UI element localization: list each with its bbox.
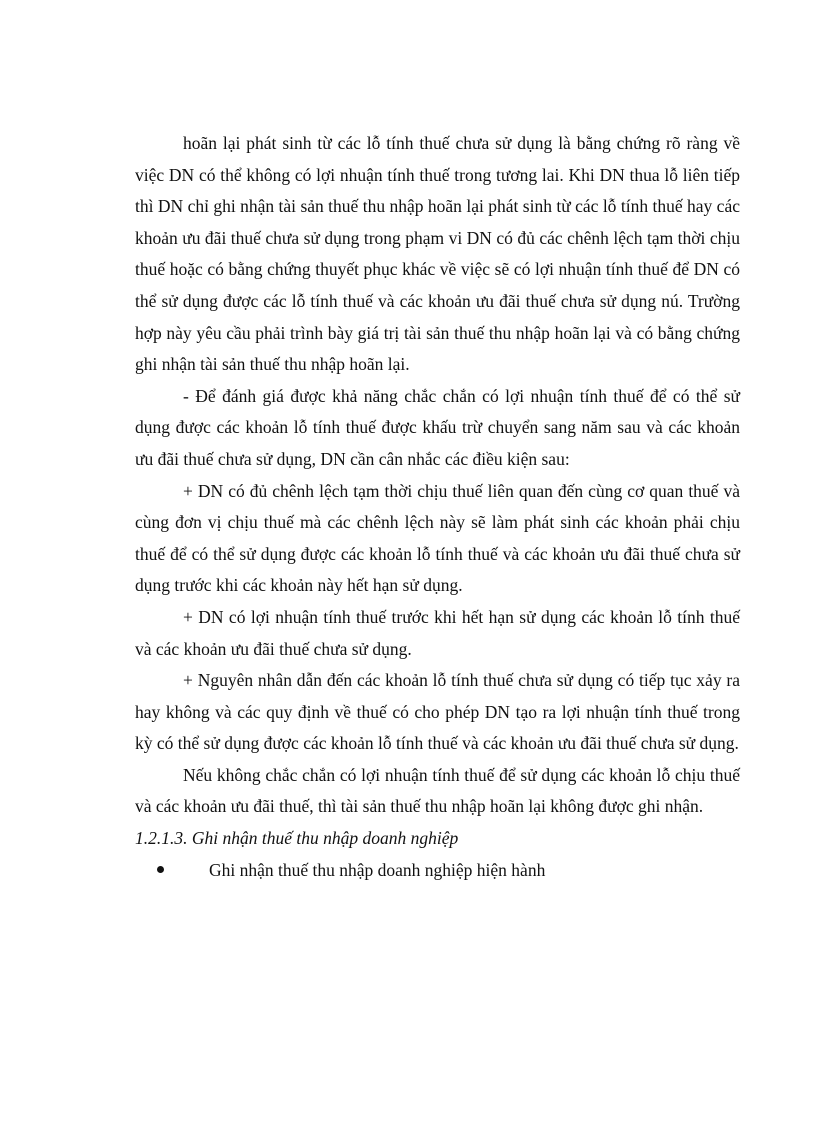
section-heading: 1.2.1.3. Ghi nhận thuế thu nhập doanh nghiệp xyxy=(135,828,459,849)
paragraph-conditions-intro: - Để đánh giá được khả năng chắc chắn có lợi nhuận tính thuế để có thể sử dụng được các khoản lỗ tính thuế được khấu trừ chuyển sang năm sau và các khoản ưu đãi thuế chưa sử dụng, DN cần cân nhắc các điều kiện sau: xyxy=(135,385,740,469)
paragraph-condition-2: + DN có lợi nhuận tính thuế trước khi hết hạn sử dụng các khoản lỗ tính thuế và các khoản ưu đãi thuế chưa sử dụng. xyxy=(135,606,740,659)
paragraph-condition-1: + DN có đủ chênh lệch tạm thời chịu thuế liên quan đến cùng cơ quan thuế và cùng đơn vị chịu thuế mà các chênh lệch này sẽ làm phát sinh các khoản phải chịu thuế để có thể sử dụng được các khoản lỗ tính thuế và các khoản ưu đãi thuế chưa sử dụng trước khi các khoản này hết hạn sử dụng. xyxy=(135,480,740,596)
paragraph-condition-3: + Nguyên nhân dẫn đến các khoản lỗ tính thuế chưa sử dụng có tiếp tục xảy ra hay không và các quy định về thuế có cho phép DN tạo ra lợi nhuận tính thuế trong kỳ có thể sử dụng được các khoản lỗ tính thuế và các khoản ưu đãi thuế chưa sử dụng. xyxy=(135,670,740,754)
bullet-list-item xyxy=(135,855,740,887)
document-body xyxy=(135,128,740,886)
bullet-dot-icon xyxy=(157,866,164,873)
paragraph-deferred-tax-evidence: hoãn lại phát sinh từ các lỗ tính thuế chưa sử dụng là bằng chứng rõ ràng về việc DN có thể không có lợi nhuận tính thuế trong tương lai. Khi DN thua lỗ liên tiếp thì DN chỉ ghi nhận tài sản thuế thu nhập hoãn lại phát sinh từ các lỗ tính thuế hay các khoản ưu đãi thuế chưa sử dụng trong phạm vi DN có đủ các chênh lệch tạm thời chịu thuế hoặc có bằng chứng thuyết phục khác về việc sẽ có lợi nhuận tính thuế để DN có thể sử dụng được các lỗ tính thuế và các khoản ưu đãi thuế chưa sử dụng nú. Trường hợp này yêu cầu phải trình bày giá trị tài sản thuế thu nhập hoãn lại và có bằng chứng ghi nhận tài sản thuế thu nhập hoãn lại. xyxy=(135,133,740,375)
paragraph-not-recognized: Nếu không chắc chắn có lợi nhuận tính thuế để sử dụng các khoản lỗ chịu thuế và các khoản ưu đãi thuế, thì tài sản thuế thu nhập hoãn lại không được ghi nhận. xyxy=(135,764,740,817)
bullet-item-text: Ghi nhận thuế thu nhập doanh nghiệp hiện hành xyxy=(209,859,546,880)
